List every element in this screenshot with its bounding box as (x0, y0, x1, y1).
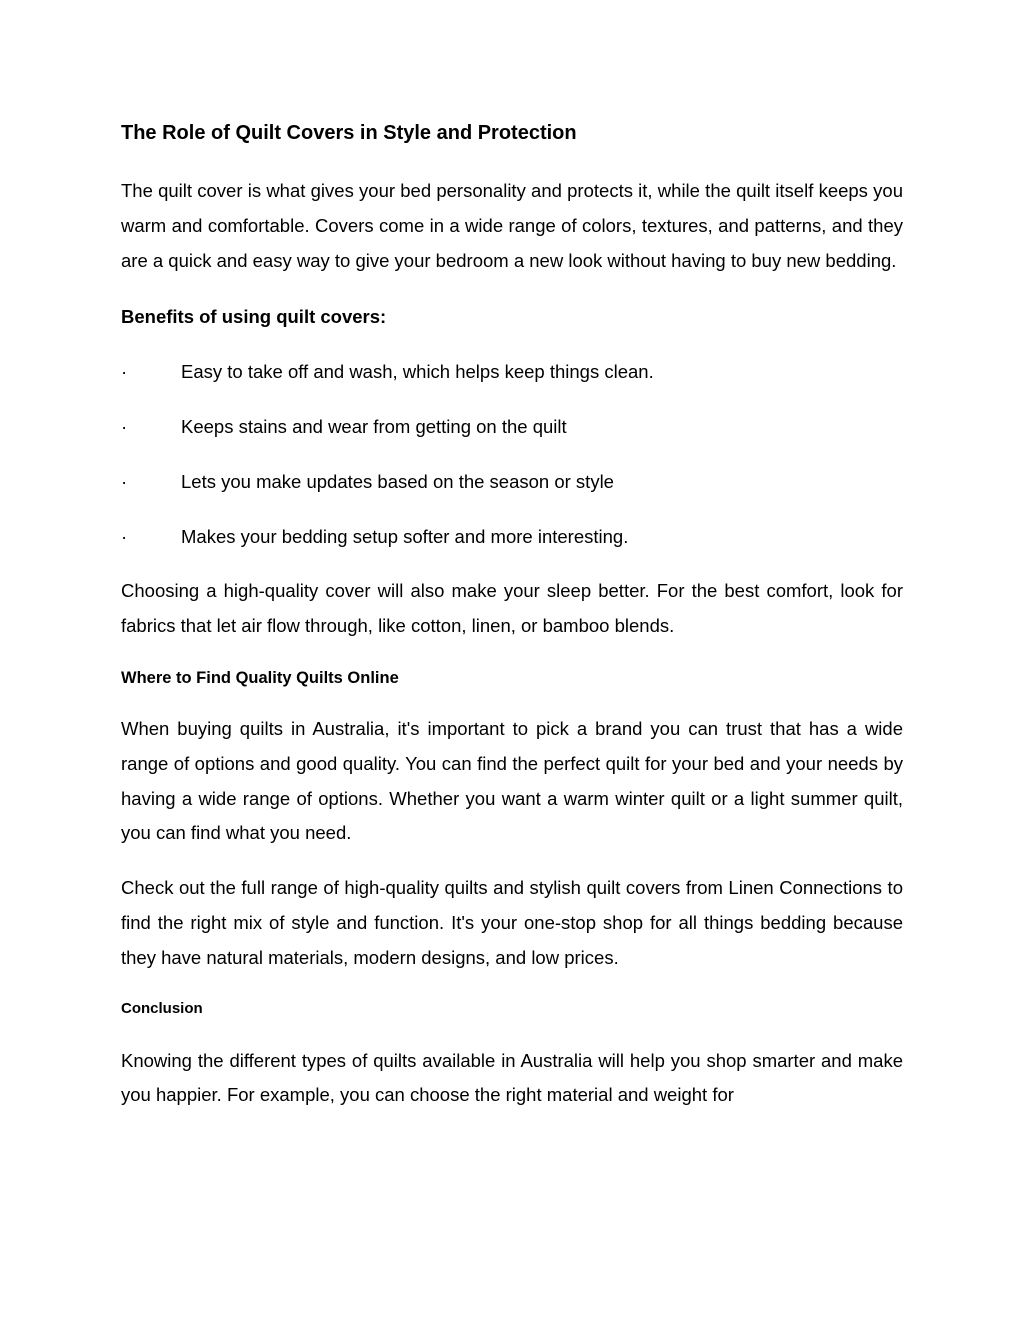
document-body (121, 118, 903, 1113)
bullet-marker: · (121, 415, 128, 437)
intro-paragraph: The quilt cover is what gives your bed personality and protects it, while the quilt itself keeps you warm and comfortable. Covers come in a wide range of colors, textures, and patterns, and they are a quick and easy way to give your bedroom a new look without having to buy new bedding. (121, 180, 903, 271)
page-title: The Role of Quilt Covers in Style and Protection (121, 122, 577, 144)
where-paragraph-2: Check out the full range of high-quality quilts and stylish quilt covers from Linen Connections to find the right mix of style and function. It's your one-stop shop for all things bedding because they have natural materials, modern designs, and low prices. (121, 877, 903, 968)
choosing-paragraph: Choosing a high-quality cover will also make your sleep better. For the best comfort, look for fabrics that let air flow through, like cotton, linen, or bamboo blends. (121, 580, 903, 637)
bullet-marker: · (121, 470, 128, 492)
benefits-list (121, 355, 903, 554)
conclusion-paragraph: Knowing the different types of quilts available in Australia will help you shop smarter and make you happier. For example, you can choose the right material and weight for (121, 1049, 903, 1106)
benefits-heading: Benefits of using quilt covers: (121, 306, 387, 328)
conclusion-heading: Conclusion (121, 999, 203, 1017)
where-paragraph-1: When buying quilts in Australia, it's important to pick a brand you can trust that has a wide range of options and good quality. You can find the perfect quilt for your bed and your needs by having a wide range of options. Whether you want a warm winter quilt or a light summer quilt, you can find what you need. (121, 717, 903, 844)
list-item (121, 520, 903, 555)
where-heading: Where to Find Quality Quilts Online (121, 668, 399, 687)
list-item-text: Makes your bedding setup softer and more interesting. (181, 525, 629, 547)
bullet-marker: · (121, 361, 128, 383)
list-item (121, 465, 903, 500)
list-item (121, 410, 903, 445)
list-item-text: Lets you make updates based on the season or style (181, 470, 614, 492)
list-item (121, 355, 903, 390)
bullet-marker: · (121, 525, 128, 547)
list-item-text: Keeps stains and wear from getting on the quilt (181, 415, 567, 437)
list-item-text: Easy to take off and wash, which helps keep things clean. (181, 361, 654, 383)
